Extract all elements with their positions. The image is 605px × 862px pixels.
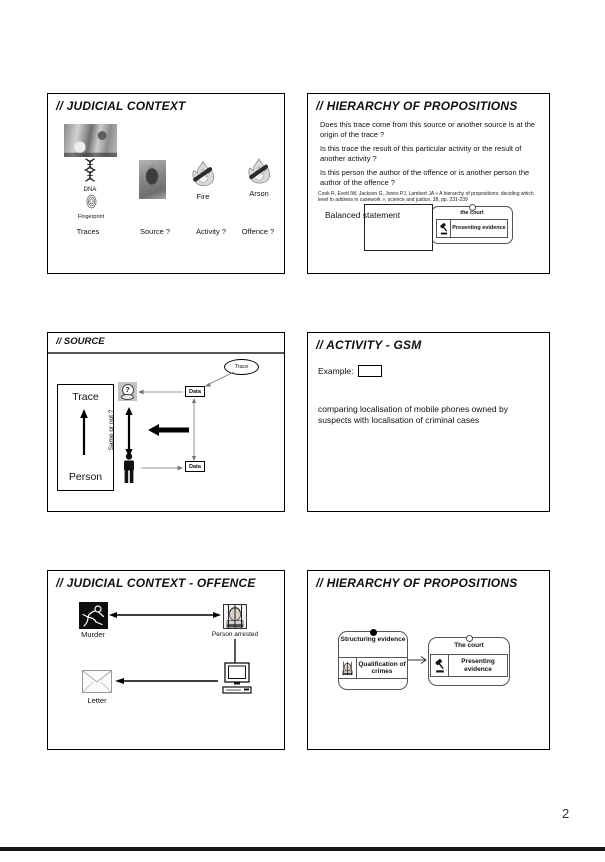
crime-scene-photo (64, 124, 117, 157)
arrested-face-icon (339, 658, 357, 678)
question-mark-glyph: ? (122, 384, 134, 396)
column-label-activity: Activity ? (195, 227, 226, 236)
slide-judicial-context-offence (47, 570, 285, 750)
fingerprint-item (76, 194, 106, 221)
data-box-bottom: Data (185, 461, 205, 472)
slide-title: // SOURCE (56, 336, 105, 347)
structuring-evidence-node (338, 631, 408, 690)
gsm-body-text: comparing localisation of mobile phones owned by suspects with localisation of criminal cases (318, 404, 508, 425)
gavel-icon (431, 655, 449, 676)
slide-title: // HIERARCHY OF PROPOSITIONS (316, 99, 518, 113)
citation: Cook R, Evett IW, Jackson G, Jones PJ, Lambert JA « A hierarchy of propositions: deciding which level to address in casework », science and justice, 38, pp. 231-239 (318, 191, 534, 203)
slide-judicial-context (47, 93, 285, 274)
question-icon-base (121, 394, 134, 400)
person-arrested-label: Person arrested (211, 631, 259, 638)
arson-item (242, 158, 276, 198)
fingerprint-icon (86, 194, 97, 214)
the-court-node (428, 637, 510, 686)
court-node (431, 206, 513, 244)
footer-bar (0, 847, 605, 851)
fire-label: Fire (196, 192, 210, 201)
example-label: Example: (318, 366, 354, 376)
balanced-statement-label: Balanced statement (325, 210, 401, 220)
slide-title: // ACTIVITY - GSM (316, 338, 422, 352)
murder-label: Murder (81, 630, 105, 639)
person-arrested-icon (223, 604, 247, 629)
same-or-not-label: Same or not ? (108, 409, 115, 451)
person-arrested-item (209, 604, 261, 638)
qualification-of-crimes-label: Qualification of crimes (358, 660, 406, 675)
column-label-traces: Traces (76, 227, 100, 236)
person-silhouette-icon (121, 453, 137, 489)
fingerprint-label: Fingerprint (77, 214, 105, 220)
slide-source (47, 332, 285, 512)
gavel-icon (437, 220, 451, 237)
open-circle-connector (466, 635, 473, 642)
court-node-label: Presenting evidence (452, 225, 506, 232)
data-box-top: Data (185, 386, 205, 397)
dna-item (79, 158, 101, 194)
dna-icon (82, 158, 98, 187)
question-icon (118, 382, 137, 401)
filled-circle-connector (370, 629, 377, 636)
arson-label: Arson (249, 189, 269, 198)
trace-label: Trace (72, 391, 99, 403)
letter-label: Letter (87, 696, 107, 705)
slide-hierarchy-bottom (307, 570, 550, 750)
slide-hierarchy-top (307, 93, 550, 274)
trace-ellipse: Trace (224, 359, 259, 375)
offence-diagram-arrows (48, 571, 284, 749)
slide-title: // JUDICIAL CONTEXT - OFFENCE (56, 576, 256, 590)
arson-fire-icon (246, 158, 272, 190)
the-court-title: The court (454, 642, 484, 649)
presenting-evidence-label: Presenting evidence (461, 658, 495, 673)
slide-activity-gsm (307, 332, 550, 512)
fire-icon (190, 160, 216, 193)
question-source: Does this trace come from this source or another source is at the origin of the trace ? (320, 120, 536, 139)
slide-title: // JUDICIAL CONTEXT (56, 99, 186, 113)
structuring-evidence-title: Structuring evidence (340, 636, 406, 643)
letter-envelope-icon (82, 670, 112, 693)
source-person-photo (139, 160, 166, 199)
computer-icon (220, 662, 254, 701)
letter-item (81, 670, 113, 705)
slide-title: // HIERARCHY OF PROPOSITIONS (316, 576, 518, 590)
page-number: 2 (562, 806, 570, 821)
question-offence: Is this person the author of the offence or is another person the author of the offence ? (320, 168, 530, 187)
column-label-offence: Offence ? (241, 227, 275, 236)
trace-person-box (57, 384, 114, 491)
question-list (320, 120, 540, 192)
column-label-source: Source ? (139, 227, 171, 236)
slide-header-bar (48, 333, 284, 354)
embedded-object-placeholder (358, 365, 382, 377)
dna-label: DNA (83, 187, 97, 193)
murder-chalk-outline-icon (79, 602, 108, 629)
court-node-title: the court (460, 210, 484, 216)
fire-item (186, 160, 220, 201)
person-label: Person (68, 471, 103, 483)
question-activity: Is this trace the result of this particular activity or the result of another activity ? (320, 144, 522, 163)
murder-item (77, 602, 109, 639)
